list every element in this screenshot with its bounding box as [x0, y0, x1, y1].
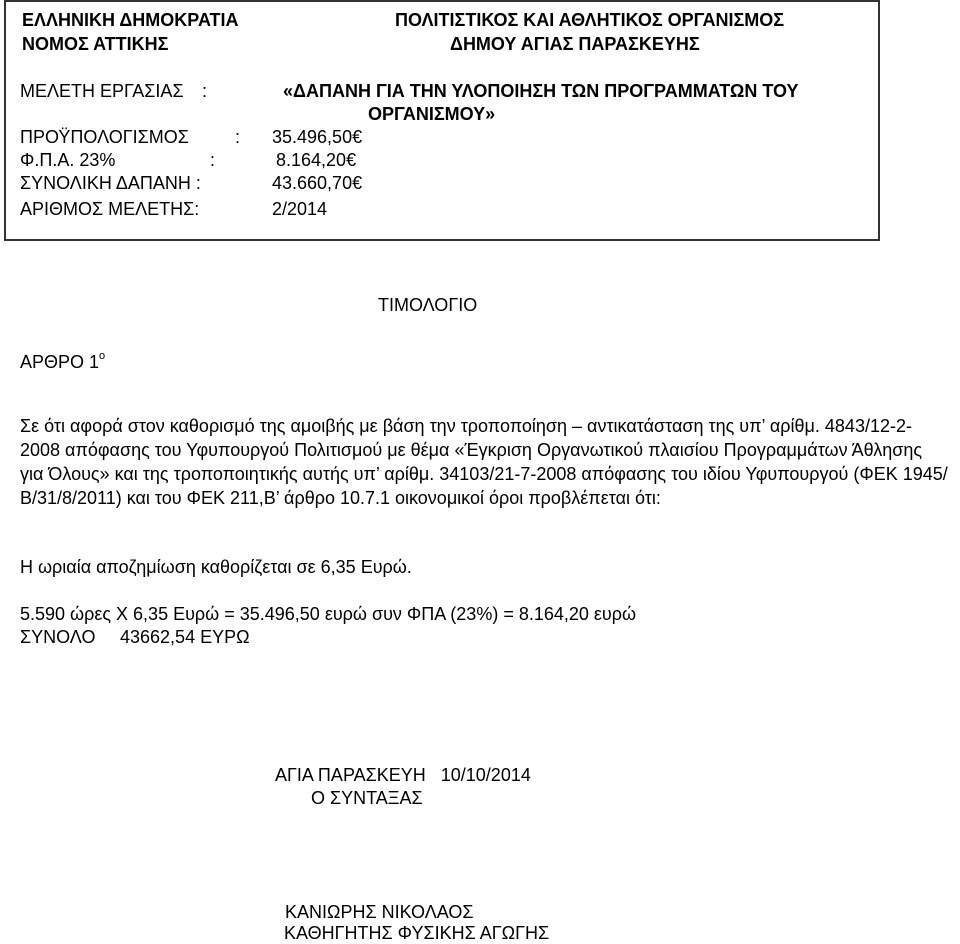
- composer-role: ΚΑΘΗΓΗΤΗΣ ΦΥΣΙΚΗΣ ΑΓΩΓΗΣ: [284, 923, 550, 943]
- header-prefecture: ΝΟΜΟΣ ΑΤΤΙΚΗΣ: [22, 34, 169, 54]
- budget-label: ΠΡΟΫΠΟΛΟΓΙΣΜΟΣ: [20, 127, 189, 147]
- work-label: ΜΕΛΕΤΗ ΕΡΓΑΣΙΑΣ: [20, 81, 184, 101]
- vat-colon: :: [210, 150, 216, 170]
- currency-sign: €: [352, 173, 363, 193]
- place-date: ΑΓΙΑ ΠΑΡΑΣΚΕΥΗ 10/10/2014: [275, 765, 531, 785]
- sum-value: 43662,54 ΕΥΡΩ: [120, 627, 250, 647]
- total-value: [272, 172, 362, 194]
- budget-colon: :: [235, 127, 241, 147]
- header-organization: ΠΟΛΙΤΙΣΤΙΚΟΣ ΚΑΙ ΑΘΛΗΤΙΚΟΣ ΟΡΓΑΝΙΣΜΟΣ: [395, 10, 785, 30]
- budget-amount: 35.496,50: [272, 127, 353, 147]
- cost-calculation: 5.590 ώρες Χ 6,35 Ευρώ = 35.496,50 ευρώ συν ΦΠΑ (23%) = 8.164,20 ευρώ: [20, 604, 637, 624]
- currency-sign: €: [352, 127, 363, 147]
- composer-label: Ο ΣΥΝΤΑΞΑΣ: [311, 788, 423, 808]
- study-number-label: ΑΡΙΘΜΟΣ ΜΕΛΕΤΗΣ:: [20, 199, 200, 219]
- vat-amount: 8.164,20: [276, 150, 347, 170]
- header-municipality: ΔΗΜΟΥ ΑΓΙΑΣ ΠΑΡΑΣΚΕΥΗΣ: [450, 34, 700, 54]
- study-number-value: 2/2014: [272, 199, 328, 219]
- article-paragraph: Σε ότι αφορά στον καθορισμό της αμοιβής με βάση την τροποποίηση – αντικατάσταση της υπ’ αρίθμ. 4843/12-2-2008 απόφασης του Υφυπουργού Πολιτισμού με θέμα «Έγκριση Οργανωτικού πλαισίου Προγραμμάτων Άθλησης για Όλους» και της τροποποιητικής αυτής υπ’ αρίθμ. 34103/21-7-2008 απόφασης του ιδίου Υφυπουργού (ΦΕΚ 1945/Β/31/8/2011) και του ΦΕΚ 211,Β’ άρθρο 10.7.1 οικονομικοί όροι προβλέπεται ότι:: [20, 416, 948, 508]
- composer-name: ΚΑΝΙΩΡΗΣ ΝΙΚΟΛΑΟΣ: [285, 902, 474, 922]
- budget-value: [272, 126, 362, 148]
- total-label: ΣΥΝΟΛΙΚΗ ΔΑΠΑΝΗ :: [20, 173, 201, 193]
- header-country: ΕΛΛΗΝΙΚΗ ΔΗΜΟΚΡΑΤΙΑ: [22, 10, 239, 30]
- article-heading: [20, 347, 105, 373]
- work-title-line2: ΟΡΓΑΝΙΣΜΟΥ»: [368, 104, 496, 124]
- vat-label: Φ.Π.Α. 23%: [20, 150, 116, 170]
- work-title-line1: «ΔΑΠΑΝΗ ΓΙΑ ΤΗΝ ΥΛΟΠΟΙΗΣΗ ΤΩΝ ΠΡΟΓΡΑΜΜΑΤΩΝ ΤΟΥ: [283, 81, 799, 101]
- article-superscript: ο: [99, 350, 106, 362]
- currency-sign: €: [346, 150, 357, 170]
- vat-value: [276, 149, 356, 171]
- hourly-rate: Η ωριαία αποζημίωση καθορίζεται σε 6,35 Ευρώ.: [20, 557, 412, 577]
- total-amount: 43.660,70: [272, 173, 353, 193]
- article-text: ΑΡΘΡΟ 1: [20, 352, 100, 372]
- document-title: ΤΙΜΟΛΟΓΙΟ: [378, 295, 478, 315]
- sum-label: ΣΥΝΟΛΟ: [20, 627, 96, 647]
- work-colon: :: [202, 81, 208, 101]
